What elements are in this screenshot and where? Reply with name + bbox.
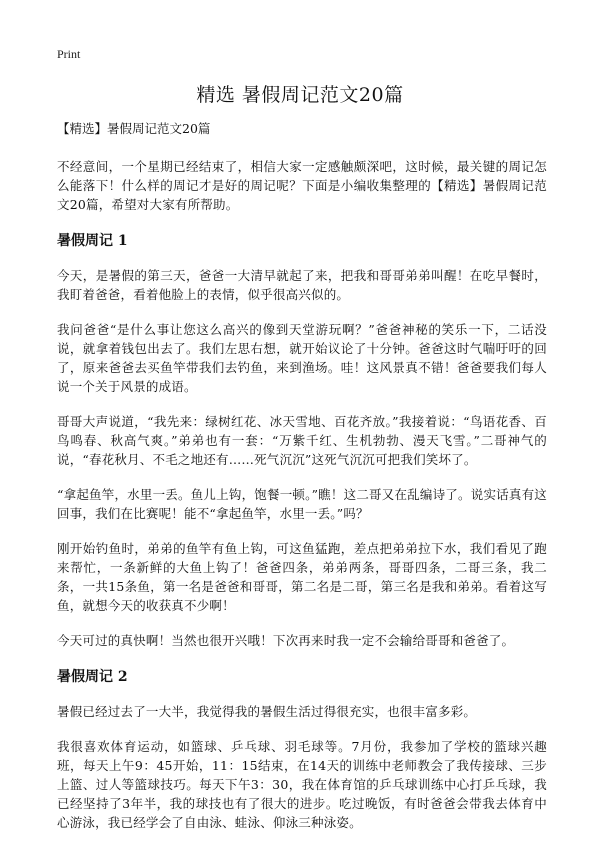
page-title: 精选 暑假周记范文20篇 <box>196 84 404 106</box>
article-subtitle: 【精选】暑假周记范文20篇 <box>57 121 211 136</box>
paragraph: 今天，是暑假的第三天，爸爸一大清早就起了来，把我和哥哥弟弟叫醒！在吃早餐时，我盯着爸爸，看着他脸上的表情，似乎很高兴似的。 <box>57 268 547 302</box>
intro-paragraph: 不经意间，一个星期已经结束了，相信大家一定感触颇深吧，这时候，最关键的周记怎么能落下！什么样的周记才是好的周记呢？下面是小编收集整理的【精选】暑假周记范文20篇，希望对大家有所帮助。 <box>57 159 547 212</box>
paragraph: 我很喜欢体育运动，如篮球、乒乓球、羽毛球等。7月份，我参加了学校的篮球兴趣班，每天上午9：45开始，11：15结束，在14天的训练中老师教会了我传接球、三步上篮、过人等篮球技巧。每天下午3：30，我在体育馆的乒乓球训练中心打乒乓球，我已经坚持了3年半，我的球技也有了很大的进步。吃过晚饭，有时爸爸会带我去体育中心游泳，我已经学会了自由泳、蛙泳、仰泳三种泳姿。 <box>57 739 547 830</box>
paragraph: “拿起鱼竿，水里一丢。鱼儿上钩，饱餐一顿。”瞧！这二哥又在乱编诗了。说实话真有这回事，我们在比赛呢！能不“拿起鱼竿，水里一丢。”吗？ <box>57 487 547 521</box>
paragraph: 我问爸爸“是什么事让您这么高兴的像到天堂游玩啊？”爸爸神秘的笑乐一下，二话没说，就拿着钱包出去了。我们左思右想，就开始议论了十分钟。爸爸这时气喘吁吁的回了，原来爸爸去买鱼竿带我们去钓鱼，来到渔场。哇！这风景真不错！爸爸要我们每人说一个关于风景的成语。 <box>57 322 547 394</box>
print-link[interactable]: Print <box>57 47 81 61</box>
section-heading-1: 暑假周记 1 <box>57 233 128 249</box>
section-heading-2: 暑假周记 2 <box>57 669 128 685</box>
paragraph: 刚开始钓鱼时，弟弟的鱼竿有鱼上钩，可这鱼猛跑，差点把弟弟拉下水，我们看见了跑来帮忙，一条新鲜的大鱼上钩了！爸爸四条，弟弟两条，哥哥四条，二哥三条，我二条，一共15条鱼，第一名是爸爸和哥哥，第二名是二哥，第三名是我和弟弟。看着这写鱼，就想今天的收获真不少啊！ <box>57 541 547 613</box>
paragraph: 哥哥大声说道，“我先来：绿树红花、冰天雪地、百花齐放。”我接着说：“鸟语花香、百鸟鸣春、秋高气爽。”弟弟也有一套：“万紫千红、生机勃勃、漫天飞雪。”二哥神气的说，“春花秋月、不毛之地还有……死气沉沉”这死气沉沉可把我们笑坏了。 <box>57 414 547 467</box>
paragraph: 今天可过的真快啊！当然也很开兴哦！下次再来时我一定不会输给哥哥和爸爸了。 <box>57 633 515 648</box>
paragraph: 暑假已经过去了一大半，我觉得我的暑假生活过得很充实，也很丰富多彩。 <box>57 704 477 719</box>
article-body <box>57 119 547 848</box>
